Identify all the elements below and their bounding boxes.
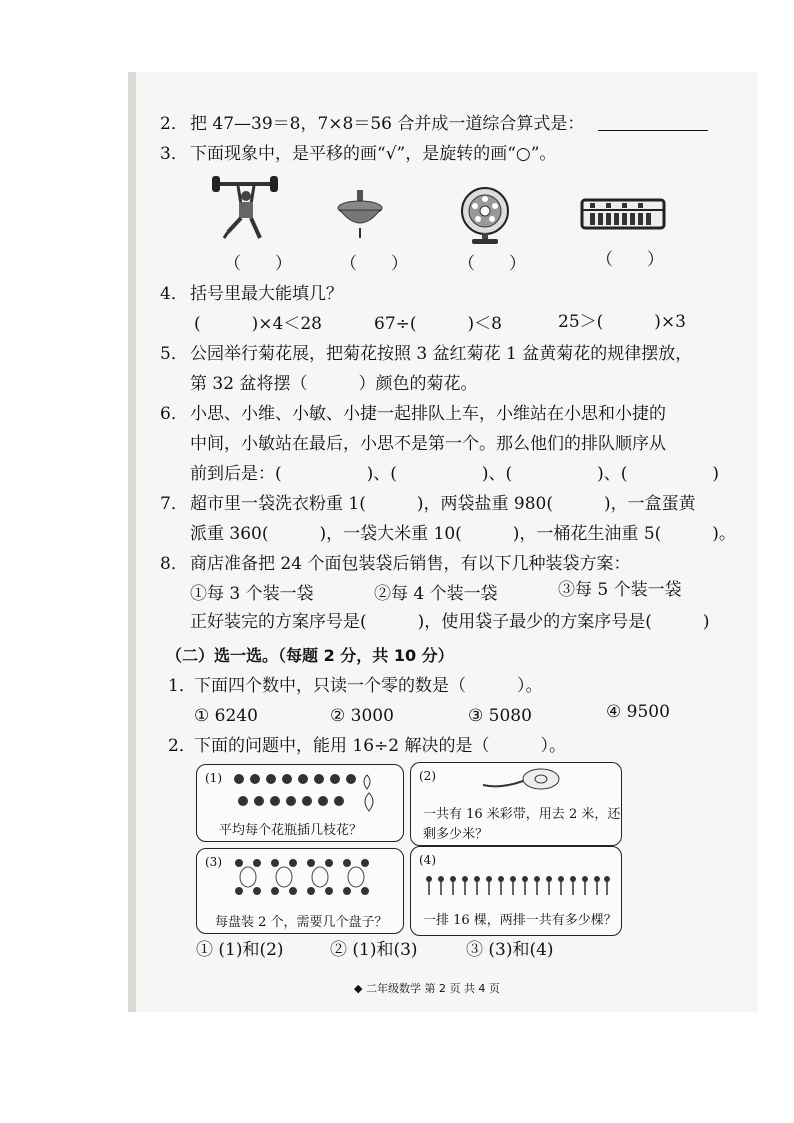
q8-option-2: ②每 4 个装一袋: [374, 584, 498, 604]
s2q2-option-3[interactable]: ③ (3)和(4): [466, 940, 554, 960]
q4-number: 4．: [160, 284, 188, 304]
s2q1-text[interactable]: 下面四个数中，只读一个零的数是（ ）。: [194, 676, 543, 696]
q3-answer-4[interactable]: （ ）: [596, 250, 664, 270]
q8-option-3: ③每 5 个装一袋: [558, 580, 682, 600]
page-footer: ◆ 二年级数学 第 2 页 共 4 页: [354, 982, 500, 995]
q6-line-2: 中间，小敏站在最后，小思不是第一个。那么他们的排队顺序从: [190, 434, 666, 454]
spinning-top-icon: [334, 190, 386, 240]
box-1-tag: (1): [205, 771, 222, 785]
s2q2-option-2[interactable]: ② (1)和(3): [330, 940, 418, 960]
q3-answer-3[interactable]: （ ）: [458, 254, 526, 274]
box-2-tag: (2): [419, 769, 436, 783]
q5-line-1: 公园举行菊花展，把菊花按照 3 盆红菊花 1 盆黄菊花的规律摆放，: [190, 344, 693, 364]
q3-answer-2[interactable]: （ ）: [340, 254, 408, 274]
electric-fan-icon: [456, 186, 514, 246]
q6-line-3[interactable]: 前到后是：( )、( )、( )、( ): [190, 464, 720, 484]
q8-option-1: ①每 3 个装一袋: [190, 584, 314, 604]
box-2-caption-line-2: 剩多少米？: [423, 827, 489, 842]
box-3-caption: 每盘装 2 个，需要几个盘子？: [215, 915, 388, 930]
q8-line-1: 商店准备把 24 个面包装袋后销售，有以下几种装袋方案：: [190, 554, 631, 574]
box-3-tag: (3): [205, 855, 222, 869]
s2q2-option-1[interactable]: ① (1)和(2): [196, 940, 284, 960]
section-2-title: （二）选一选。（每题 2 分，共 10 分）: [166, 646, 454, 665]
box-1-caption: 平均每个花瓶插几枝花？: [219, 823, 363, 838]
q2-number: 2．: [160, 114, 188, 134]
box-4-tag: (4): [419, 853, 436, 867]
box-4-caption: 一排 16 棵，两排一共有多少棵？: [423, 913, 617, 928]
q8-line-3[interactable]: 正好装完的方案序号是( )，使用袋子最少的方案序号是( ): [190, 612, 710, 632]
q6-number: 6．: [160, 404, 188, 424]
q3-number: 3．: [160, 144, 188, 164]
q6-line-1: 小思、小维、小敏、小捷一起排队上车，小维站在小思和小捷的: [190, 404, 666, 424]
q8-number: 8．: [160, 554, 188, 574]
q4-expression-3[interactable]: 25＞( )×3: [558, 312, 686, 332]
q5-number: 5．: [160, 344, 188, 364]
s2q2-number: 2．: [168, 736, 196, 756]
problem-box-1: [196, 764, 404, 842]
problem-box-4: [410, 846, 622, 936]
abacus-icon: [580, 196, 666, 232]
q7-number: 7．: [160, 494, 188, 514]
q2-answer-blank[interactable]: [598, 130, 708, 131]
s2q1-number: 1．: [168, 676, 196, 696]
q3-answer-1[interactable]: （ ）: [224, 254, 292, 274]
ribbon-roll-icon: [481, 767, 581, 797]
page-edge-shadow: [128, 72, 136, 1012]
q7-line-2[interactable]: 派重 360( )，一袋大米重 10( )，一桶花生油重 5( )。: [190, 524, 736, 544]
s2q1-option-4[interactable]: ④ 9500: [606, 702, 670, 722]
q5-line-2[interactable]: 第 32 盆将摆（ ）颜色的菊花。: [190, 374, 478, 394]
q4-expression-2[interactable]: 67÷( )＜8: [374, 314, 502, 334]
s2q1-option-2[interactable]: ② 3000: [330, 706, 394, 726]
s2q1-option-1[interactable]: ① 6240: [194, 706, 258, 726]
trees-row-icon: [425, 875, 609, 897]
s2q2-text[interactable]: 下面的问题中，能用 16÷2 解决的是（ ）。: [194, 736, 566, 756]
s2q1-option-3[interactable]: ③ 5080: [468, 706, 532, 726]
flowers-icon: [231, 771, 381, 813]
q2-text: 把 47—39＝8，7×8＝56 合并成一道综合算式是：: [190, 114, 585, 134]
q4-expression-1[interactable]: ( )×4＜28: [194, 314, 322, 334]
q3-text: 下面现象中，是平移的画“√”，是旋转的画“○”。: [190, 144, 557, 164]
q4-text: 括号里最大能填几？: [190, 284, 343, 304]
problem-box-2: [410, 762, 622, 846]
box-2-caption-line-1: 一共有 16 米彩带，用去 2 米，还: [423, 807, 621, 822]
q7-line-1[interactable]: 超市里一袋洗衣粉重 1( )，两袋盐重 980( )，一盒蛋黄: [190, 494, 696, 514]
fruit-plates-icon: [231, 855, 381, 905]
problem-box-3: [196, 848, 404, 934]
weightlifter-icon: [210, 176, 280, 246]
